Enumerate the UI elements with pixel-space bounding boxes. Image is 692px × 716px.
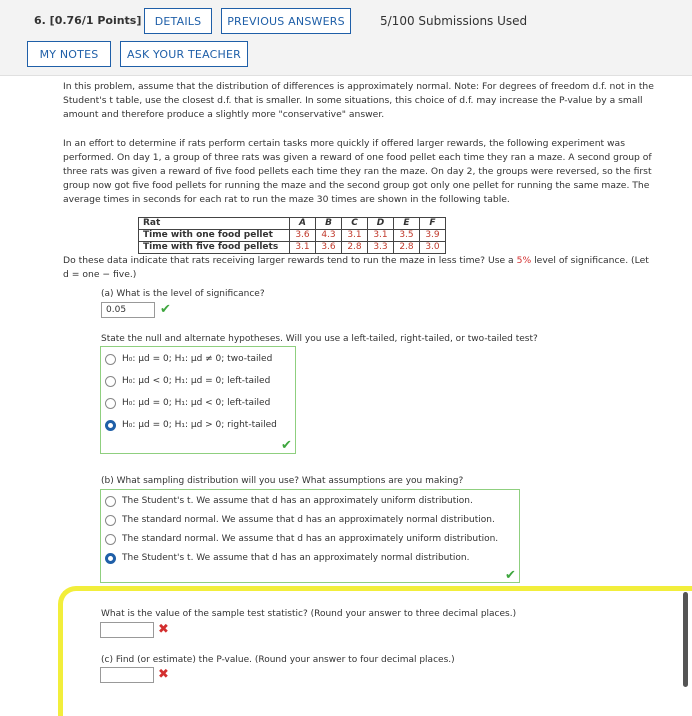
table-col-header: B	[316, 218, 342, 230]
distribution-option[interactable]: The Student's t. We assume that d has an approximately uniform distribution.	[105, 492, 473, 510]
intro-text: In this problem, assume that the distribution of differences is approximately normal. Note: For degrees of freedom d.f. not in the Student's t table, use the closest d.f. that is smaller. In some situations, this choice of d.f. may increase the P-value by a small amount and therefore produce a slightly more "conservative" answer.	[63, 81, 654, 120]
question-header	[0, 0, 692, 76]
table-row	[139, 242, 446, 254]
scrollbar[interactable]	[683, 592, 688, 687]
table-cell: 3.1	[342, 230, 368, 242]
radio-icon[interactable]	[105, 515, 116, 526]
table-cell: 3.5	[394, 230, 420, 242]
table-cell: 3.1	[290, 242, 316, 254]
hypothesis-option[interactable]: H₀: μd = 0; H₁: μd ≠ 0; two-tailed	[105, 350, 272, 368]
row-label: Time with one food pellet	[139, 230, 290, 242]
table-cell: 2.8	[394, 242, 420, 254]
rat-times-table	[138, 217, 446, 254]
table-header-row	[139, 218, 446, 230]
hypothesis-option[interactable]: H₀: μd = 0; H₁: μd < 0; left-tailed	[105, 394, 270, 412]
table-col-header: D	[368, 218, 394, 230]
table-cell: 3.9	[420, 230, 446, 242]
submissions-used: 5/100 Submissions Used	[380, 14, 528, 28]
ask-teacher-button[interactable]: ASK YOUR TEACHER	[120, 41, 248, 67]
radio-icon[interactable]	[105, 534, 116, 545]
question-number: 6. [0.76/1 Points]	[34, 14, 142, 27]
distribution-option[interactable]: The standard normal. We assume that d has an approximately normal distribution.	[105, 511, 495, 529]
correct-check-icon: ✔	[160, 302, 171, 317]
incorrect-x-icon: ✖	[158, 622, 169, 637]
hypotheses-options	[100, 346, 296, 454]
table-cell: 4.3	[316, 230, 342, 242]
part-b-label: (b) What sampling distribution will you use? What assumptions are you making?	[101, 476, 464, 486]
distribution-option-selected[interactable]: The Student's t. We assume that d has an approximately normal distribution.	[105, 549, 469, 567]
experiment-text: In an effort to determine if rats perform certain tasks more quickly if offered larger rewards, the following experiment was performed. On day 1, a group of three rats was given a reward of one food pellet each time they ran a maze. A second group of three rats was given a reward of five food pellets each time they ran the maze. On day 2, the groups were reversed, so the first group now got five food pellets for running the maze and the second group got only one pellet for running the same maze. The average times in seconds for each rat to run the maze 30 times are shown in the following table.	[63, 138, 652, 205]
row-label: Time with five food pellets	[139, 242, 290, 254]
table-col-header: F	[420, 218, 446, 230]
part-c-label: (c) Find (or estimate) the P-value. (Round your answer to four decimal places.)	[101, 655, 455, 665]
radio-icon[interactable]	[105, 496, 116, 507]
test-statistic-input[interactable]	[100, 622, 154, 638]
table-col-header: E	[394, 218, 420, 230]
correct-check-icon: ✔	[281, 438, 292, 453]
hypothesis-option[interactable]: H₀: μd < 0; H₁: μd = 0; left-tailed	[105, 372, 270, 390]
previous-answers-button[interactable]: PREVIOUS ANSWERS	[221, 8, 351, 34]
radio-selected-icon[interactable]	[105, 420, 116, 431]
table-header-label: Rat	[139, 218, 290, 230]
test-statistic-label: What is the value of the sample test statistic? (Round your answer to three decimal places.)	[101, 609, 517, 619]
distribution-options	[100, 489, 520, 583]
radio-selected-icon[interactable]	[105, 553, 116, 564]
correct-check-icon: ✔	[505, 568, 516, 583]
significance-input[interactable]: 0.05	[101, 302, 155, 318]
significance-value: 5%	[516, 255, 532, 266]
radio-icon[interactable]	[105, 398, 116, 409]
radio-icon[interactable]	[105, 376, 116, 387]
incorrect-x-icon: ✖	[158, 667, 169, 682]
distribution-option[interactable]: The standard normal. We assume that d has an approximately uniform distribution.	[105, 530, 498, 548]
my-notes-button[interactable]: MY NOTES	[27, 41, 111, 67]
table-cell: 2.8	[342, 242, 368, 254]
table-cell: 3.6	[290, 230, 316, 242]
hypotheses-prompt: State the null and alternate hypotheses. Will you use a left-tailed, right-tailed, or two-tailed test?	[101, 334, 538, 344]
hypothesis-option-selected[interactable]: H₀: μd = 0; H₁: μd > 0; right-tailed	[105, 416, 277, 434]
table-cell: 3.6	[316, 242, 342, 254]
table-row	[139, 230, 446, 242]
details-button[interactable]: DETAILS	[144, 8, 212, 34]
table-col-header: A	[290, 218, 316, 230]
radio-icon[interactable]	[105, 354, 116, 365]
highlight-annotation	[58, 586, 692, 716]
table-cell: 3.0	[420, 242, 446, 254]
question-text: Do these data indicate that rats receiving larger rewards tend to run the maze in less time? Use a 5% level of significance. (Let d = one − five.)	[63, 255, 649, 280]
table-cell: 3.1	[368, 230, 394, 242]
table-col-header: C	[342, 218, 368, 230]
table-cell: 3.3	[368, 242, 394, 254]
p-value-input[interactable]	[100, 667, 154, 683]
part-a-label: (a) What is the level of significance?	[101, 289, 265, 299]
